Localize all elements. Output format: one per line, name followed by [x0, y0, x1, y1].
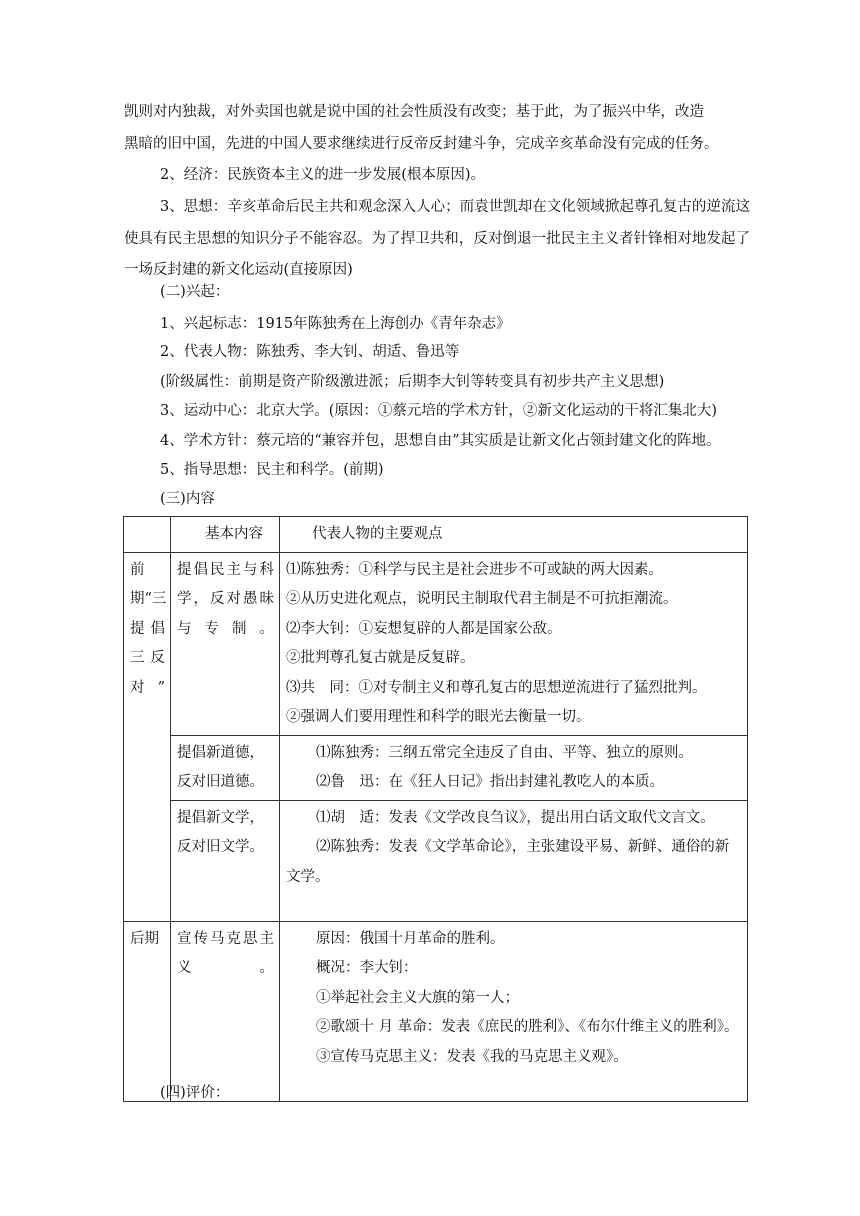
view-line: ⑵陈独秀：发表《文学革命论》，主张建设平易、新鲜、通俗的新文学。 [286, 839, 730, 885]
thought-paragraph: 3、思想：辛亥革命后民主共和观念深入人心；而袁世凯却在文化领域掀起尊孔复古的逆流这使具有民主思想的知识分子不能容忍。为了捍卫共和，反对倒退一批民主主义者针锋相对地发起了一场反封建的新文化运动(直接原因) [124, 199, 750, 278]
view-line: ③宣传马克思主义：发表《我的马克思主义观》。 [316, 1048, 628, 1065]
view-line: ①举起社会主义大旗的第一人； [316, 989, 519, 1006]
content-heading: (三)内容 [160, 491, 215, 507]
views-cell [280, 552, 748, 735]
content-cell: 提倡新文学，反对旧文学。 [171, 800, 280, 921]
header-cell-period [124, 517, 171, 553]
intro-paragraph-1 [124, 97, 750, 160]
view-line: ②从历史进化观点，说明民主制取代君主制是不可抗拒潮流。 [286, 591, 678, 607]
period-cell-early: 前期“三提倡 三反对” [124, 552, 171, 921]
rise-heading: (二)兴起： [160, 284, 230, 300]
content-cell: 提倡民主与科学，反对愚昧与专制。 [171, 552, 280, 735]
view-line: ②批判尊孔复古就是反复辟。 [286, 650, 475, 666]
rise-item-6: 5、指导思想：民主和科学。(前期) [160, 462, 384, 478]
table-row [124, 800, 748, 921]
period-cell-late: 后期 [124, 921, 171, 1101]
header-cell-content: 基本内容 [171, 517, 280, 553]
rise-item-2: 2、代表人物：陈独秀、李大钊、胡适、鲁迅等 [160, 344, 460, 360]
table-row [124, 921, 748, 1101]
evaluation-heading: (四)评价： [160, 1085, 230, 1101]
table-row [124, 735, 748, 800]
view-line: ⑴胡 适：发表《文学改良刍议》，提出用白话文取代文言文。 [316, 809, 715, 826]
rise-item-3: (阶级属性：前期是资产阶级激进派；后期李大钊等转变具有初步共产主义思想) [160, 374, 665, 390]
content-table [123, 516, 748, 1102]
view-line: ⑴陈独秀：①科学与民主是社会进步不可或缺的两大因素。 [286, 561, 663, 578]
view-line: ⑴陈独秀：三纲五常完全违反了自由、平等、独立的原则。 [316, 744, 693, 761]
content-cell: 宣传马克思主义。 [171, 921, 280, 1101]
view-line: ②歌颂十 月 革命：发表《庶民的胜利》、《布尔什维主义的胜利》。 [316, 1019, 739, 1035]
table-header-row [124, 517, 748, 553]
view-line: ②强调人们要用理性和科学的眼光去衡量一切。 [286, 709, 591, 725]
table-row [124, 552, 748, 735]
view-line: 概况：李大钊： [316, 960, 418, 976]
view-line: ⑶共 同：①对专制主义和尊孔复古的思想逆流进行了猛烈批判。 [286, 679, 707, 696]
content-cell: 提倡新道德，反对旧道德。 [171, 735, 280, 800]
views-cell [280, 800, 748, 921]
economy-paragraph: 2、经济：民族资本主义的进一步发展(根本原因)。 [160, 167, 486, 183]
header-cell-views: 代表人物的主要观点 [280, 517, 748, 553]
rise-item-4: 3、运动中心：北京大学。(原因：①蔡元培的学术方针，②新文化运动的干将汇集北大) [160, 403, 718, 419]
view-line: 原因：俄国十月革命的胜利。 [316, 930, 505, 947]
view-line: ⑵鲁 迅：在《狂人日记》指出封建礼教吃人的本质。 [316, 774, 664, 790]
intro-line-2: 黑暗的旧中国，先进的中国人要求继续进行反帝反封建斗争，完成辛亥革命没有完成的任务。 [124, 135, 719, 152]
rise-item-1: 1、兴起标志：1915年陈独秀在上海创办《青年杂志》 [160, 316, 511, 332]
intro-line-1: 凯则对内独裁，对外卖国也就是说中国的社会性质没有改变；基于此，为了振兴中华，改造 [124, 104, 704, 120]
view-line: ⑵李大钊：①妄想复辟的人都是国家公敌。 [286, 620, 562, 637]
rise-item-5: 4、学术方针：蔡元培的“兼容并包，思想自由”其实质是让新文化占领封建文化的阵地。 [160, 433, 721, 449]
views-cell [280, 921, 748, 1101]
views-cell [280, 735, 748, 800]
